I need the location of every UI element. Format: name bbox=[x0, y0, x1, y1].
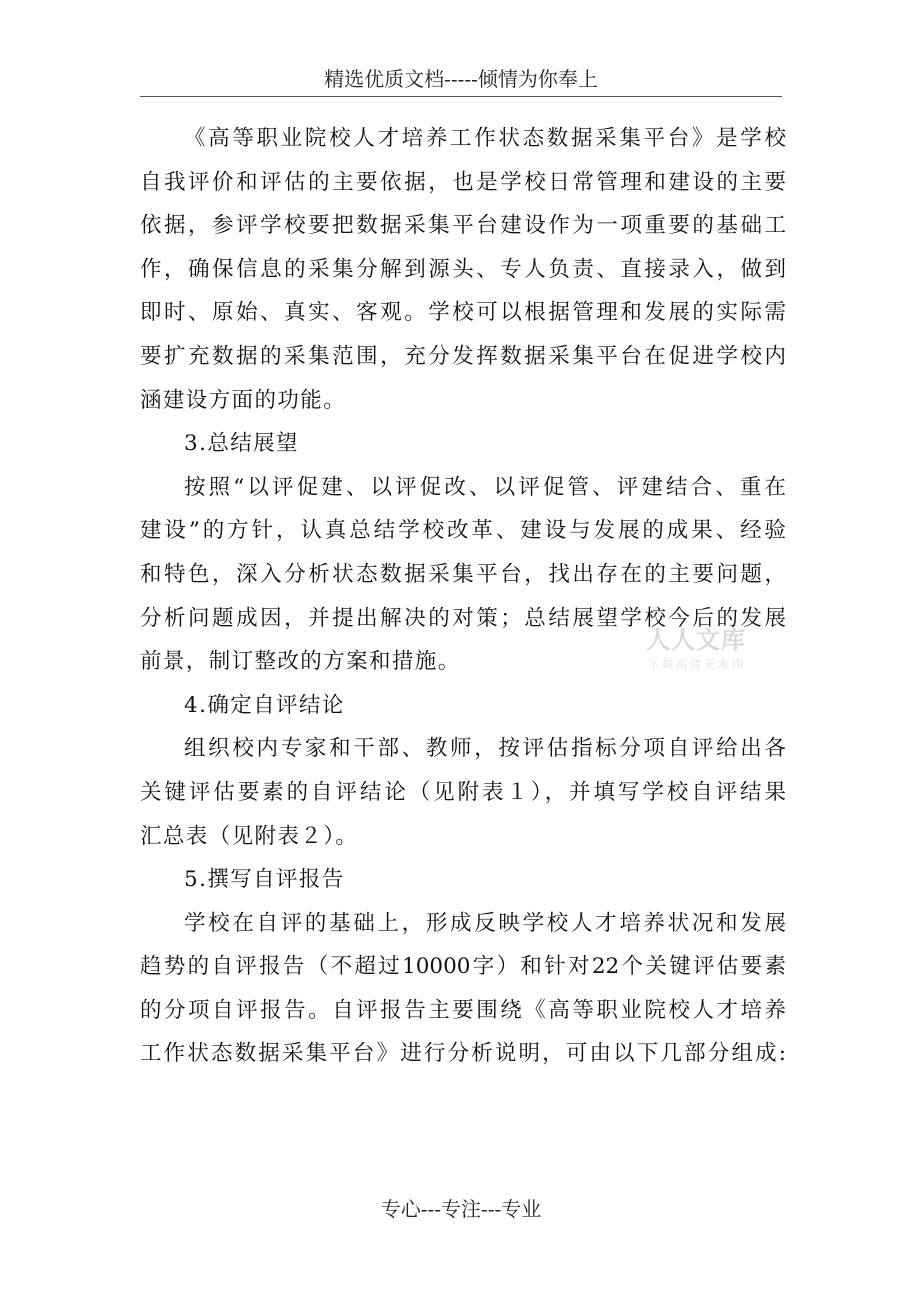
watermark-subtitle: 下载高清无水印 bbox=[648, 658, 746, 671]
text-line: 建设”的方针，认真总结学校改革、建设与发展的成果、经验 bbox=[140, 518, 786, 544]
text-line: 涵建设方面的功能。 bbox=[140, 387, 347, 413]
text-line: 学校在自评的基础上，形成反映学校人才培养状况和发展 bbox=[184, 910, 786, 936]
text-line: 作，确保信息的采集分解到源头、专人负责、直接录入，做到 bbox=[140, 256, 786, 282]
document-body bbox=[140, 117, 786, 1076]
text-line: 《高等职业院校人才培养工作状态数据采集平台》是学校 bbox=[184, 126, 786, 151]
text-line: 分析问题成因，并提出解决的对策；总结展望学校今后的发展 bbox=[140, 605, 786, 631]
text-line: 趋势的自评报告（不超过10000字）和针对22个关键评估要素 bbox=[140, 954, 786, 980]
section-heading: 4.确定自评结论 bbox=[184, 692, 345, 718]
watermark-title: 人人文库 bbox=[646, 626, 746, 654]
text-line: 按照“以评促建、以评促改、以评促管、评建结合、重在 bbox=[184, 474, 786, 500]
text-line: 关键评估要素的自评结论（见附表１），并填写学校自评结果 bbox=[140, 779, 786, 805]
text-line: 要扩充数据的采集范围，充分发挥数据采集平台在促进学校内 bbox=[140, 343, 786, 369]
text-line: 和特色，深入分析状态数据采集平台，找出存在的主要问题， bbox=[140, 561, 786, 587]
section-heading: 3.总结展望 bbox=[184, 431, 299, 457]
page-header: 精选优质文档-----倾情为你奉上 bbox=[324, 67, 598, 91]
text-line: 即时、原始、真实、客观。学校可以根据管理和发展的实际需 bbox=[140, 300, 786, 326]
text-line: 汇总表（见附表２）。 bbox=[140, 823, 359, 849]
text-line: 依据，参评学校要把数据采集平台建设作为一项重要的基础工 bbox=[140, 213, 786, 239]
text-line: 的分项自评报告。自评报告主要围绕《高等职业院校人才培养 bbox=[140, 997, 786, 1023]
header-divider bbox=[140, 96, 782, 97]
text-line: 组织校内专家和干部、教师，按评估指标分项自评给出各 bbox=[184, 736, 786, 762]
text-line: 前景，制订整改的方案和措施。 bbox=[140, 649, 461, 675]
text-line: 工作状态数据采集平台》进行分析说明，可由以下几部分组成: bbox=[140, 1041, 786, 1067]
page-footer: 专心---专注---专业 bbox=[380, 1197, 542, 1221]
text-line: 自我评价和评估的主要依据，也是学校日常管理和建设的主要 bbox=[140, 169, 786, 195]
section-heading: 5.撰写自评报告 bbox=[184, 867, 345, 893]
